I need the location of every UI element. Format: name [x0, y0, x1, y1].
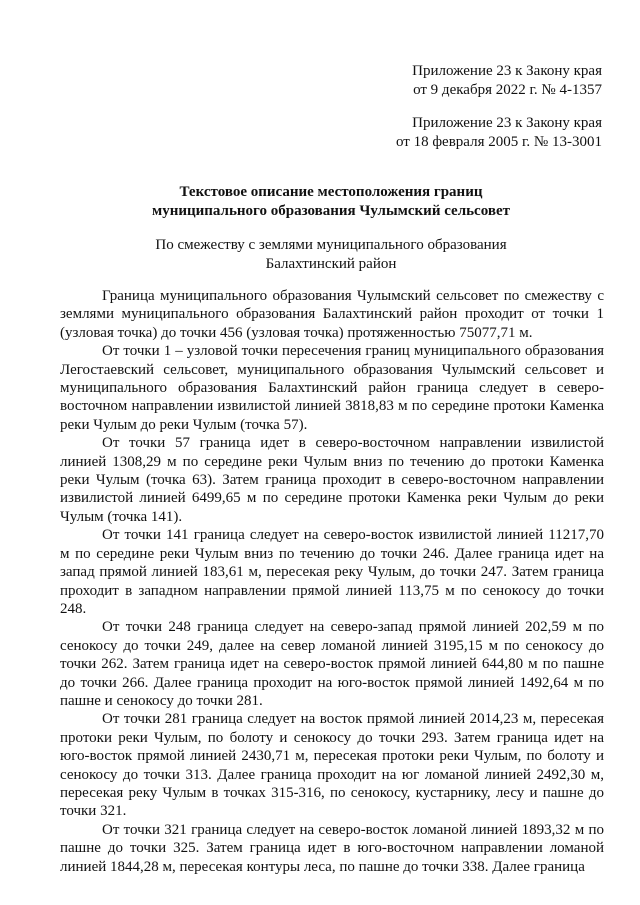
appendix-reference-current — [412, 62, 602, 100]
paragraph: От точки 281 граница следует на восток прямой линией 2014,23 м, пересекая протоки реки Чулым, по болоту и сенокосу до точки 293. Затем граница идет на юго-восток прямой линией 2430,71 м, пересекая протоки реки Чулым, по болоту и сенокосу до точки 313. Далее граница проходит на юг ломаной линией 2492,30 м, пересекая реку Чулым в точках 315-316, по сенокосу, кустарнику, лесу и пашне до точки 321. — [60, 711, 604, 820]
subtitle-line: По смежеству с землями муниципального образования — [155, 237, 507, 253]
paragraph: От точки 57 граница идет в северо-восточном направлении извилистой линией 1308,29 м по середине реки Чулым вниз по течению до протоки Каменка реки Чулым (точка 63). Затем граница проходит в северо-восточном направлении извилистой линией 6499,65 м по середине протоки Каменка реки Чулым до реки Чулым (точка 141). — [60, 435, 604, 525]
reference-date-line: от 18 февраля 2005 г. № 13-3001 — [395, 134, 602, 150]
reference-line: Приложение 23 к Закону края — [412, 63, 602, 79]
reference-line: Приложение 23 к Закону края — [412, 115, 602, 131]
reference-date-line: от 9 декабря 2022 г. № 4-1357 — [413, 82, 602, 98]
paragraph: От точки 321 граница следует на северо-восток ломаной линией 1893,32 м по пашне до точки 325. Затем граница идет в юго-восточном направлении ломаной линией 1844,28 м, пересекая контуры леса, по пашне до точки 338. Далее граница — [60, 821, 604, 875]
paragraph: От точки 248 граница следует на северо-запад прямой линией 202,59 м по сенокосу до точки 249, далее на север ломаной линией 3195,15 м по сенокосу до точки 262. Затем граница идет на северо-восток прямой линией 644,80 м по пашне до точки 266. Далее граница проходит на юго-восток прямой линией 1492,64 м по пашне и сенокосу до точки 281. — [60, 619, 604, 709]
title-line: Текстовое описание местоположения границ — [179, 184, 483, 200]
document-title — [60, 183, 602, 221]
appendix-reference-original — [396, 114, 602, 152]
paragraph: От точки 1 – узловой точки пересечения границ муниципального образования Легостаевский сельсовет, муниципального образования Чулымский сельсовет и муниципального образования Балахтинский район граница следует в северо-восточном направлении извилистой линией 3818,83 м по середине протоки Каменка реки Чулым до реки Чулым (точка 57). — [60, 343, 604, 433]
document-body — [60, 287, 604, 876]
title-line: муниципального образования Чулымский сельсовет — [152, 203, 510, 219]
paragraph: От точки 141 граница следует на северо-восток извилистой линией 11217,70 м по середине реки Чулым вниз по течению до точки 246. Далее граница идет на запад прямой линией 183,61 м, пересекая реку Чулым, до точки 247. Затем граница проходит в западном направлении прямой линией 113,75 м по сенокосу до точки 248. — [60, 527, 604, 617]
paragraph: Граница муниципального образования Чулымский сельсовет по смежеству с землями муниципального образования Балахтинский район проходит от точки 1 (узловая точка) до точки 456 (узловая точка) протяженностью 75077,71 м. — [60, 288, 604, 341]
subtitle-line: Балахтинский район — [265, 256, 397, 272]
section-subtitle — [60, 236, 602, 274]
